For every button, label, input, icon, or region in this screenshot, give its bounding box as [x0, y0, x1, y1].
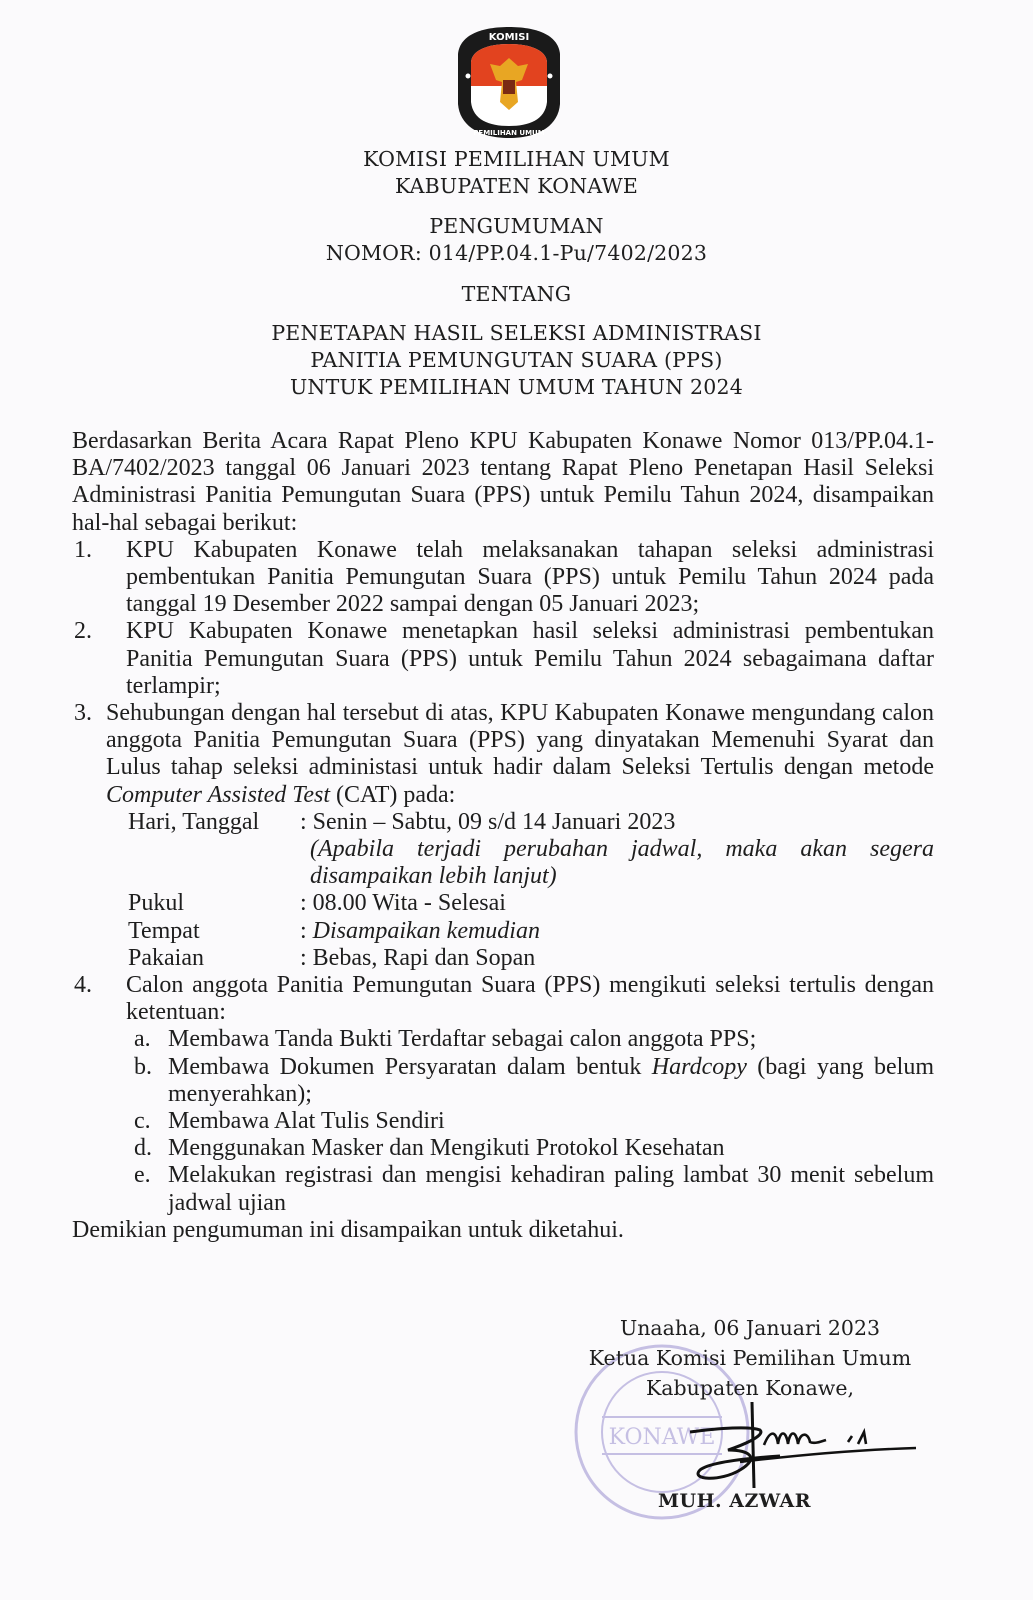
list-item: [72, 537, 934, 619]
schedule-label: Pakaian: [128, 944, 204, 971]
subject-line-1: PENETAPAN HASIL SELEKSI ADMINISTRASI: [271, 321, 762, 345]
schedule-label: Tempat: [128, 917, 200, 944]
doc-about: [0, 281, 1033, 308]
stamp-text: KONAWE: [608, 1425, 716, 1450]
item-text: Calon anggota Panitia Pemungutan Suara (PPS) mengikuti seleksi tertulis dengan ketentuan:: [126, 972, 934, 1026]
requirement-item: [128, 1026, 934, 1053]
schedule-value: Disampaikan kemudian: [312, 917, 540, 944]
subject-line-3: UNTUK PEMILIHAN UMUM TAHUN 2024: [289, 375, 744, 399]
requirement-letter: e.: [134, 1162, 151, 1189]
item-number: 3.: [74, 700, 92, 727]
list-item: [72, 618, 934, 700]
schedule-note: (Apabila terjadi perubahan jadwal, maka akan segera disampaikan lebih lanjut): [310, 836, 934, 890]
schedule-colon: :: [300, 917, 313, 944]
signatory-name: MUH. AZWAR: [658, 1490, 812, 1512]
requirement-text: Membawa Tanda Bukti Terdaftar sebagai calon anggota PPS;: [168, 1026, 757, 1053]
list-item: [72, 972, 934, 1026]
schedule-label: Hari, Tanggal: [128, 808, 260, 835]
subject-line-2: PANITIA PEMUNGUTAN SUARA (PPS): [310, 348, 723, 372]
doc-number: NOMOR: 014/PP.04.1-Pu/7402/2023: [325, 241, 708, 265]
requirement-letter: a.: [134, 1026, 151, 1053]
intro-paragraph: Berdasarkan Berita Acara Rapat Pleno KPU Kabupaten Konawe Nomor 013/PP.04.1-BA/7402/2023 tanggal 06 Januari 2023 tentang Rapat Pleno Penetapan Hasil Seleksi Administrasi Panitia Pemungutan Suara (PPS) untuk Pemilu Tahun 2024, disampaikan hal-hal sebagai berikut:: [72, 428, 934, 536]
place-date: Unaaha, 06 Januari 2023: [619, 1316, 881, 1340]
schedule-value: : 08.00 Wita - Selesai: [300, 890, 506, 917]
signatory-title: Ketua Komisi Pemilihan Umum: [588, 1346, 912, 1370]
org-name: KOMISI PEMILIHAN UMUM: [363, 147, 670, 171]
requirement-item: [128, 1135, 934, 1162]
item-number: 1.: [74, 536, 92, 563]
kpu-logo-icon: [450, 24, 568, 142]
item-number: 2.: [74, 618, 92, 645]
signatory-region: Kabupaten Konawe,: [645, 1376, 855, 1400]
requirement-item: [128, 1162, 934, 1216]
schedule: [72, 809, 934, 972]
list-item: [72, 700, 934, 809]
schedule-row-dress: [128, 945, 934, 972]
letterhead: [0, 146, 1033, 200]
schedule-row-time: [128, 890, 934, 917]
signature-block: [540, 1313, 960, 1403]
schedule-row-place: [128, 918, 934, 945]
item-text-italic: Computer Assisted Test: [106, 781, 331, 808]
requirement-text: Membawa Alat Tulis Sendiri: [168, 1108, 445, 1135]
handwritten-signature-icon: [680, 1400, 920, 1490]
org-region: KABUPATEN KONAWE: [394, 174, 639, 198]
doc-heading: [0, 213, 1033, 267]
requirement-text: Melakukan registrasi dan mengisi kehadiran paling lambat 30 menit sebelum jadwal ujian: [168, 1162, 934, 1216]
requirement-item: [128, 1108, 934, 1135]
requirement-text: Membawa Dokumen Persyaratan dalam bentuk: [168, 1053, 652, 1080]
schedule-value: : Bebas, Rapi dan Sopan: [300, 944, 536, 971]
announcement-body: [72, 428, 934, 1244]
item-text: KPU Kabupaten Konawe telah melaksanakan tahapan seleksi administrasi pembentukan Panitia Pemungutan Suara (PPS) untuk Pemilu Tahun 2024 pada tanggal 19 Desember 2022 sampai dengan 05 Januari 2023;: [126, 536, 934, 618]
requirement-letter: c.: [134, 1108, 151, 1135]
item-text: Sehubungan dengan hal tersebut di atas, KPU Kabupaten Konawe mengundang calon anggota Panitia Pemungutan Suara (PPS) yang dinyatakan Memenuhi Syarat dan Lulus tahap seleksi administasi untuk hadir dalam Seleksi Tertulis dengan metode: [106, 700, 934, 781]
logo-bottom-text: PEMILIHAN UMUM: [473, 129, 545, 137]
schedule-row-day: [128, 809, 934, 891]
item-text: KPU Kabupaten Konawe menetapkan hasil seleksi administrasi pembentukan Panitia Pemungutan Suara (PPS) untuk Pemilu Tahun 2024 sebagaimana daftar terlampir;: [126, 618, 934, 699]
about-label: TENTANG: [461, 282, 572, 306]
schedule-value: : Senin – Sabtu, 09 s/d 14 Januari 2023: [300, 808, 676, 835]
doc-subject: [0, 320, 1033, 401]
doc-type: PENGUMUMAN: [429, 214, 604, 238]
schedule-label: Pukul: [128, 890, 185, 917]
requirement-item: [128, 1054, 934, 1108]
logo-top-text: KOMISI: [488, 32, 530, 43]
requirement-text: Menggunakan Masker dan Mengikuti Protokol Kesehatan: [168, 1135, 725, 1162]
requirement-text: (bagi yang belum menyerahkan);: [168, 1053, 935, 1107]
requirement-letter: d.: [134, 1135, 152, 1162]
closing-paragraph: Demikian pengumuman ini disampaikan untuk diketahui.: [72, 1216, 624, 1243]
item-number: 4.: [74, 972, 92, 999]
item-text: (CAT) pada:: [330, 781, 456, 808]
requirement-text-italic: Hardcopy: [651, 1053, 747, 1080]
requirement-letter: b.: [134, 1053, 152, 1080]
